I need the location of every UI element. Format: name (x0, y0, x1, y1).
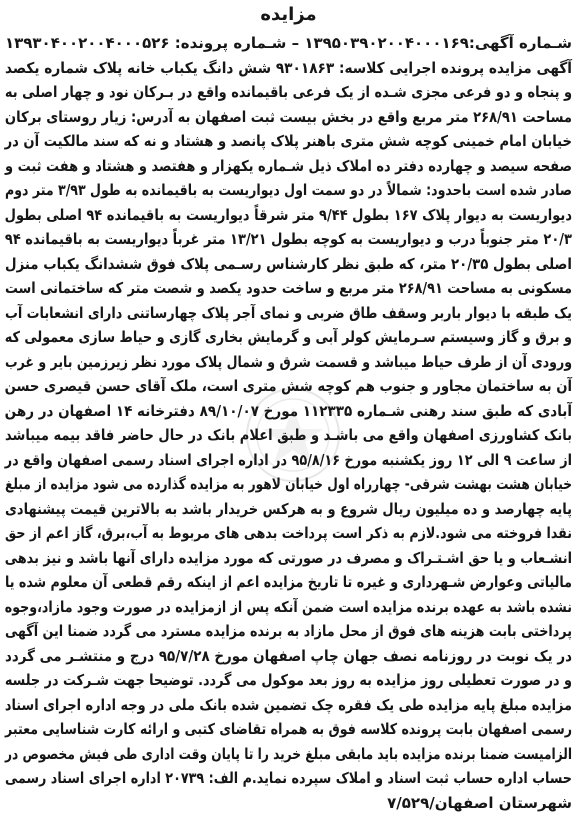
notice-line: نقدا فروخته می شود.لازم به ذکر است پرداخت بدهی های مربوط به آب،برق، گاز اعم از حق (5, 524, 572, 542)
notice-line: در یک نوبت در روزنامه نصف جهان چاپ اصفهان مورخ ۹۵/۷/۲۸ درج و منتشـر می گردد (4, 646, 572, 665)
notice-title: مزایده (260, 4, 317, 25)
notice-line: انشـعاب و یا حق اشـتـراک و مصرف در صورتی که مورد مزایده دارای آنها باشد و نیز بدهی (4, 548, 573, 567)
notice-body (5, 31, 572, 815)
notice-line: و پنجاه و دو فرعی مجزی شـده از یک فرعی باقیمانده واقع در بـرکان نود و چهار اصلی به (4, 83, 573, 101)
notice-line: مزایده مبلغ پایه مزایده طی یک فقره چک تضمین شده بانک ملی در وجه اداره اجرای اسناد (4, 695, 572, 714)
notice-line: ۲۰/۳ متر جنوباً درب و دیواریست به کوچه بطول ۱۳/۲۱ متر غرباً دیواریست به باقیمانده ۹۴ (4, 230, 572, 248)
notice-line: مساحت ۲۶۸/۹۱ متر مربع واقع در بخش بیست ثبت اصفهان به آدرس: زیار روستای برکان (4, 107, 572, 126)
notice-line: صادر شده است باحدود: شمالاً در دو سمت اول دیواریست به باقیمانده به طول ۳/۹۳ متر دوم (5, 181, 572, 199)
notice-line: آگهی مزایده پرونده اجرایی کلاسه: ۹۳۰۱۸۶۳ شش دانگ یکباب خانه پلاک شماره یکصد (5, 58, 572, 77)
notice-line-ad-number: شـماره آگهی:۱۳۹۵۰۳۹۰۲۰۰۴۰۰۰۱۶۹ – شـماره پرونده: ۱۳۹۳۰۴۰۰۲۰۰۴۰۰۰۵۲۶ (5, 34, 572, 52)
notice-line: مسکونی به مساحت ۲۶۸/۹۱ متر مربع و ساخت حدود یکصد و شصت متر که ساختمانی است (5, 279, 572, 297)
notice-line: نشده باشد به عهده برنده مزایده است ضمن آنکه پس از ازمزایده در صورت وجود مازاد،وجوه (4, 597, 572, 616)
notice-line: بانک کشاورزی اصفهان واقع می باشـد و طبق اعلام بانک در حال حاضر فاقد بیمه میباشد (5, 426, 572, 444)
notice-line: حساب اداره حساب ثبت اسناد و املاک سپرده نماید.م الف: ۲۰۷۳۹ اداره اجرای اسناد رسمی (5, 769, 573, 787)
notice-line: مالیاتی وعوارض شـهرداری و غیره تا تاریخ مزایده اعم از اینکه رقم قطعی آن معلوم شده یا (4, 573, 572, 591)
notice-line: یک طبقه با دیوار باربر وسقف طاق ضربی و نمای آجر پلاک چهارساتنی دارای انشعابات آب (4, 303, 572, 322)
notice-line: صفحه سیصد و چهارده دفتر ده املاک ذیل شـماره یکهزار و هفتصد و هشتاد و هفت ثبت و (5, 156, 572, 175)
notice-line: و در صورت تعطیلی روز مزایده به روز بعد موکول می گردد. توضیحا جهت شـرکت در جلسه (4, 671, 573, 689)
notice-line: خیابان امام خمینی کوچه شش متری باهنر پلاک پانصد و هشتاد و نه که سند مالکیت آن در (4, 132, 572, 150)
notice-line: آبادی که طبق سند رهنی شـماره ۱۱۲۳۳۵ مورخ ۸۹/۱۰/۰۷ دفترخانه ۱۴ اصفهان در رهن (4, 401, 572, 420)
notice-line: پرداختی بابت هزینه های فوق از محل مازاد به برنده مزایده مسترد می گردد ضمنا این آگهی (5, 622, 572, 640)
notice-line: از ساعت ۹ الی ۱۲ روز یکشنبه مورخ ۹۵/۸/۱۶ در اداره اجرای اسناد رسمی اصفهان واقع در (4, 450, 572, 469)
notice-line: پایه چهارصد و ده میلیون ریال شروع و به هرکس خریدار باشد به بالاترین قیمت پیشنهادی (5, 499, 572, 518)
notice-line: آن به ساختمان مجاور و جنوب هم کوچه شش متری است، ملک آقای حسن قیصری حسن (4, 377, 572, 395)
notice-line: اصلی بطول ۲۰/۳۵ متر، که طبق نظر کارشناس رسـمی پلاک فوق ششدانگ یکباب منزل (5, 254, 572, 273)
notice-line: ورودی آن از طرف حیاط میباشد و قسمت شرق و شمال پلاک مورد نظر زیرزمین بایر و غرب (5, 352, 572, 371)
notice-line: الزامیست ضمنا برنده مزایده باید مابقی مبلغ خرید را تا پایان وقت اداری طی فیش مخصوص در (5, 744, 572, 763)
notice-line: رسمی اصفهان بابت پرونده کلاسه فوق به همراه تقاضای کتبی و ارائه کارت شناسایی معتبر (5, 720, 572, 738)
notice-line-signature: شهرستان اصفهان/۷/۵۲۹ (387, 793, 572, 812)
notice-line: و برق و گاز وسیستم سـرمایش کولر آبی و گرمایش بخاری گازی و حیاط سازی معمولی که (4, 328, 573, 346)
notice-line: خیابان هشت بهشت شرقی- چهارراه اول خیابان لاهور به مزایده گذارده می شود مزایده از مبلغ (5, 475, 572, 493)
notice-line: دیواریست به دیوار پلاک ۱۶۷ بطول ۹/۴۴ متر شرقاً دیواریست به باقیمانده ۹۴ اصلی بطول (4, 205, 572, 224)
